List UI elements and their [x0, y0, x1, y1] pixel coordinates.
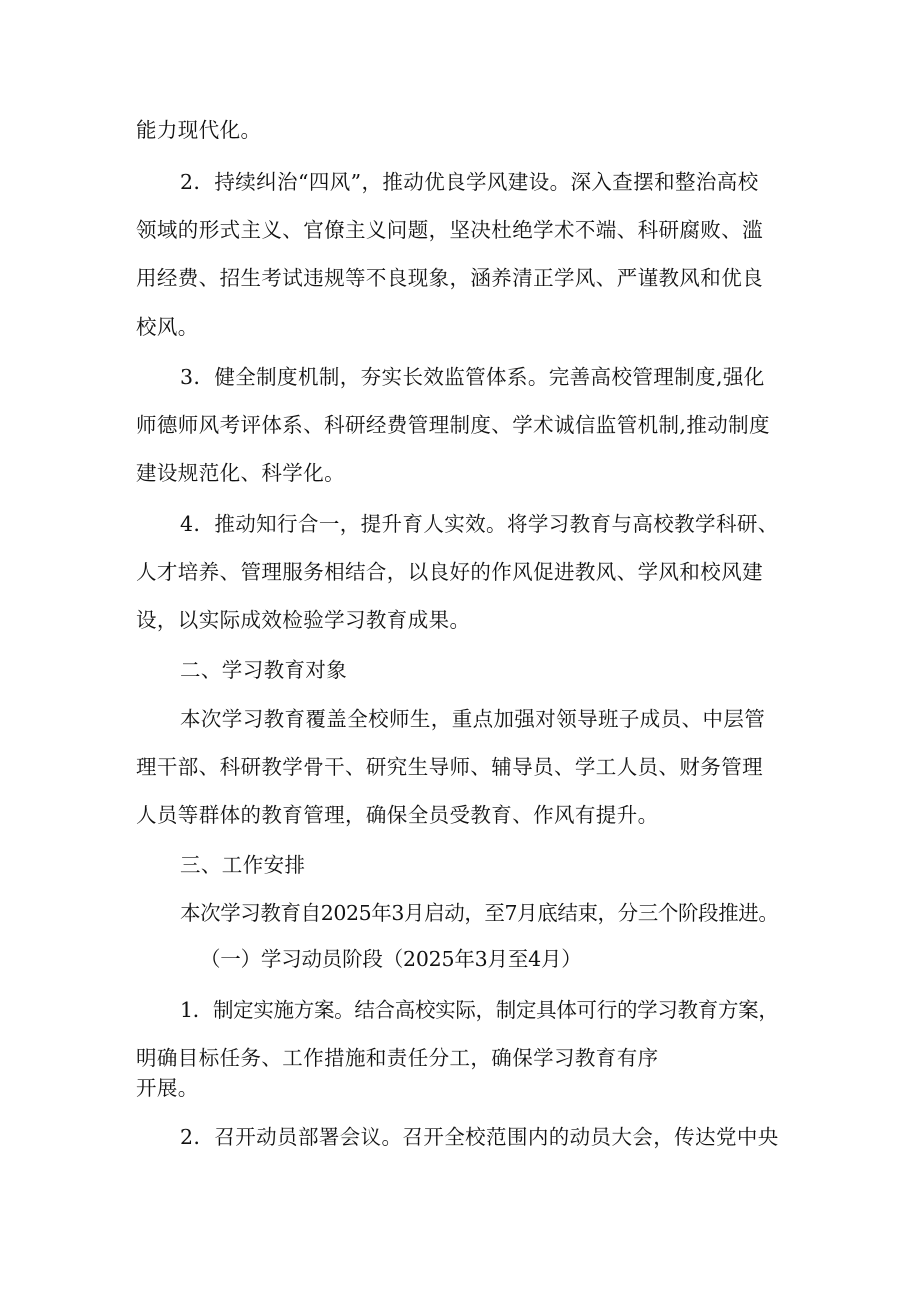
text-line: 用经费、招生考试违规等不良现象，涵养清正学风、严谨教风和优良	[136, 266, 763, 290]
text-line: 本次学习教育自2025年3月启动，至7月底结束，分三个阶段推进。	[180, 901, 779, 925]
text-line: 师德师风考评体系、科研经费管理制度、学术诚信监管机制,推动制度	[136, 413, 770, 437]
section-heading: 三、工作安排	[180, 853, 306, 877]
subsection-heading: （一）学习动员阶段（2025年3月至4月）	[200, 947, 582, 971]
text-line: 校风。	[136, 315, 199, 339]
text-line: 开展。	[136, 1076, 199, 1100]
text-line: 设，以实际成效检验学习教育成果。	[136, 608, 471, 632]
text-line: 2．持续纠治“四风”，推动优良学风建设。深入查摆和整治高校	[180, 170, 759, 194]
text-line: 1．制定实施方案。结合高校实际，制定具体可行的学习教育方案，	[180, 998, 779, 1022]
text-line: 能力现代化。	[136, 118, 262, 142]
text-line: 2．召开动员部署会议。召开全校范围内的动员大会，传达党中央	[180, 1125, 779, 1149]
text-line: 3．健全制度机制，夯实长效监管体系。完善高校管理制度,强化	[180, 365, 765, 389]
text-line: 4．推动知行合一，提升育人实效。将学习教育与高校教学科研、	[180, 512, 779, 536]
text-line: 理干部、科研教学骨干、研究生导师、辅导员、学工人员、财务管理	[136, 755, 763, 779]
section-heading: 二、学习教育对象	[180, 658, 348, 682]
text-line: 人员等群体的教育管理，确保全员受教育、作风有提升。	[136, 803, 659, 827]
text-line: 领域的形式主义、官僚主义问题，坚决杜绝学术不端、科研腐败、滥	[136, 218, 763, 242]
text-line: 明确目标任务、工作措施和责任分工，确保学习教育有序	[136, 1046, 659, 1070]
text-line: 人才培养、管理服务相结合，以良好的作风促进教风、学风和校风建	[136, 560, 763, 584]
text-line: 本次学习教育覆盖全校师生，重点加强对领导班子成员、中层管	[180, 707, 766, 731]
text-line: 建设规范化、科学化。	[136, 461, 345, 485]
